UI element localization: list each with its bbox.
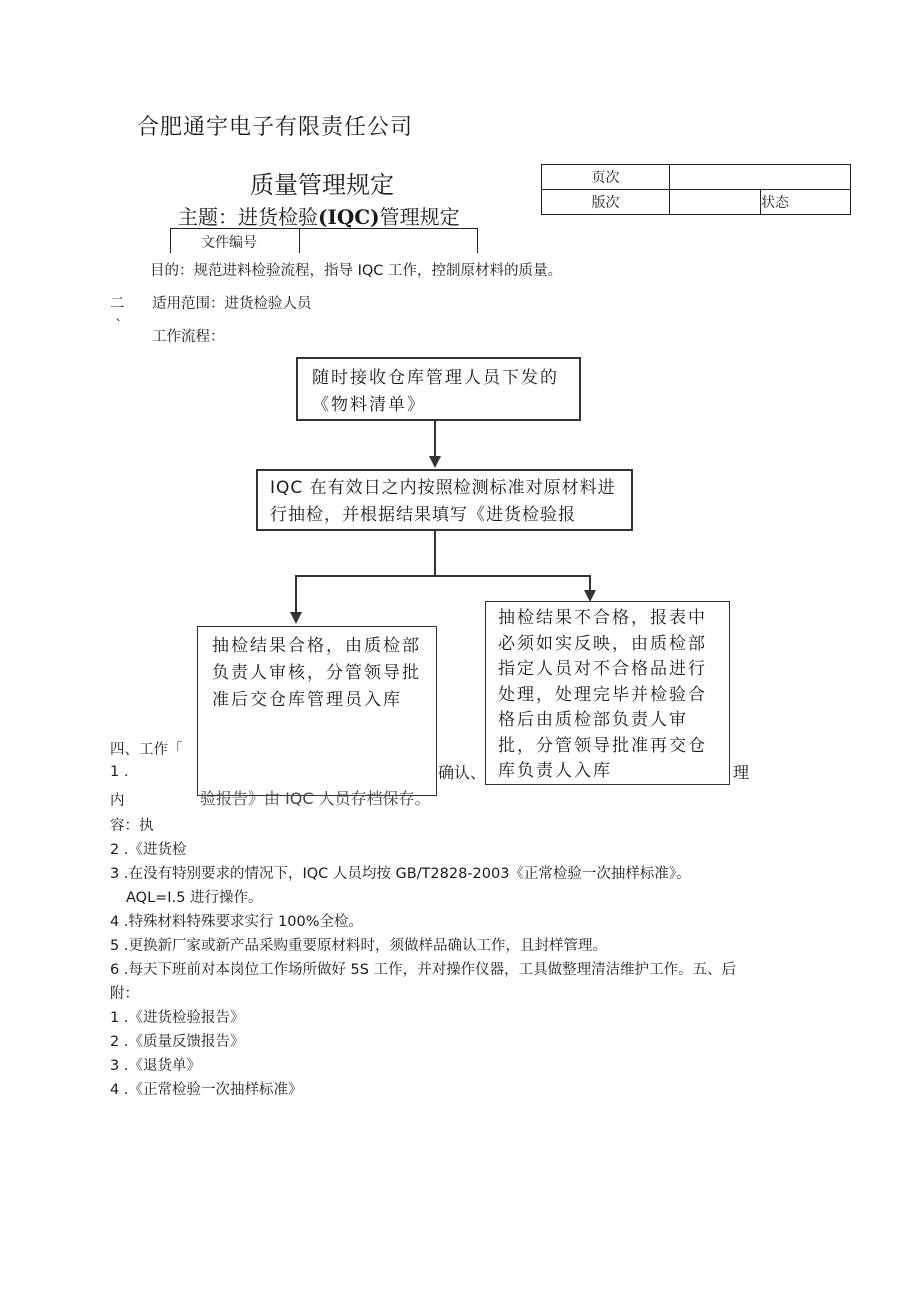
flow-connector — [434, 421, 436, 457]
flow-box-line: 准后交仓库管理员入库 — [212, 690, 402, 710]
company-name: 合肥通宇电子有限责任公司 — [137, 115, 414, 140]
flow-box-line: 抽检结果合格，由质检部 — [212, 636, 421, 656]
flow-connector — [434, 531, 436, 575]
label-rong: 容：执 — [110, 818, 154, 834]
page-label: 页次 — [542, 165, 670, 190]
flow-box-line: 指定人员对不合格品进行 — [498, 659, 707, 679]
work-item-5: 5 .更换新厂家或新产品采购重要原材料时，须做样品确认工作，且封样管理。 — [110, 938, 607, 954]
flow-connector — [589, 575, 591, 591]
purpose-text: 目的：规范进料检验流程，指导 IQC 工作，控制原材料的质量。 — [150, 263, 563, 279]
work-item-6: 6 .每天下班前对本岗位工作场所做好 5S 工作，并对操作仪器，工具做整理清洁维护工作。五、后 — [110, 962, 737, 978]
subject-code: (IQC) — [318, 205, 380, 229]
flow-box-line: 格后由质检部负责人审 — [498, 710, 688, 730]
flow-box-line: 抽检结果不合格，报表中 — [498, 608, 707, 628]
flow-box-pass — [197, 626, 437, 796]
flow-box-line: 随时接收仓库管理人员下发的 — [312, 368, 559, 388]
flow-box-line: 负责人审核，分管领导批 — [212, 663, 421, 683]
document-title: 质量管理规定 — [250, 171, 394, 199]
work-item-1-number: 1 . — [110, 764, 129, 780]
flow-box-receive-list — [296, 357, 581, 421]
subject-suffix: 管理规定 — [379, 205, 460, 229]
work-item-1-tail: 理 — [733, 763, 750, 782]
flow-box-iqc-inspection — [256, 469, 633, 531]
flow-box-line: IQC 在有效日之内按照检测标准对原材料进 — [270, 478, 616, 498]
work-item-2: 2 .《进货检 — [110, 842, 187, 858]
work-item-3-continuation: AQL=I.5 进行操作。 — [126, 890, 263, 906]
doc-number-label: 文件编号 — [201, 235, 257, 251]
status-label: 状态 — [761, 190, 851, 215]
process-heading: 工作流程： — [152, 329, 225, 345]
work-item-3: 3 .在没有特别要求的情况下，IQC 人员均按 GB/T2828-2003《正常检验一次抽样标准》。 — [110, 866, 691, 882]
attachment-item: 4 .《正常检验一次抽样标准》 — [110, 1082, 303, 1098]
version-value — [670, 190, 761, 215]
flow-box-line: 必须如实反映，由质检部 — [498, 633, 707, 654]
page-info-table — [541, 164, 851, 215]
flow-arrow-icon — [290, 612, 302, 624]
subject-prefix: 主题：进货检验 — [178, 205, 318, 229]
page-value — [670, 165, 851, 190]
document-subject — [178, 201, 460, 230]
flow-box-line: 行抽检，并根据结果填写《进货检验报 — [270, 505, 576, 525]
process-number: ` — [115, 318, 123, 334]
scope-text: 适用范围：进货检验人员 — [152, 296, 312, 312]
flow-arrow-icon — [429, 456, 441, 468]
attachment-item: 3 .《退货单》 — [110, 1058, 201, 1074]
flow-box-fail — [485, 601, 730, 785]
flow-box-line: 库负责人入库 — [498, 761, 612, 781]
work-item-4: 4 .特殊材料特殊要求实行 100%全检。 — [110, 914, 364, 930]
flow-box-line: 批，分管领导批准再交仓 — [498, 735, 707, 756]
flow-box-line: 《物料清单》 — [312, 395, 426, 415]
flow-box-line: 处理，处理完毕并检验合 — [498, 684, 707, 705]
flow-branch-line — [295, 575, 591, 577]
attachment-item: 2 .《质量反馈报告》 — [110, 1034, 245, 1050]
label-nei: 内 — [110, 793, 125, 809]
doc-number-field — [170, 228, 478, 253]
attachment-item: 1 .《进货检验报告》 — [110, 1010, 245, 1026]
work-item-1-continuation: 验报告》由 IQC 人员存档保存。 — [200, 789, 431, 808]
work-item-6-continuation: 附： — [110, 986, 139, 1002]
flow-connector — [295, 575, 297, 613]
scope-number: 二 — [110, 296, 125, 312]
doc-number-divider — [299, 229, 300, 253]
work-item-1-fragment: 确认、 — [438, 763, 487, 782]
work-heading: 四、工作「 — [110, 742, 183, 758]
version-label: 版次 — [542, 190, 670, 215]
